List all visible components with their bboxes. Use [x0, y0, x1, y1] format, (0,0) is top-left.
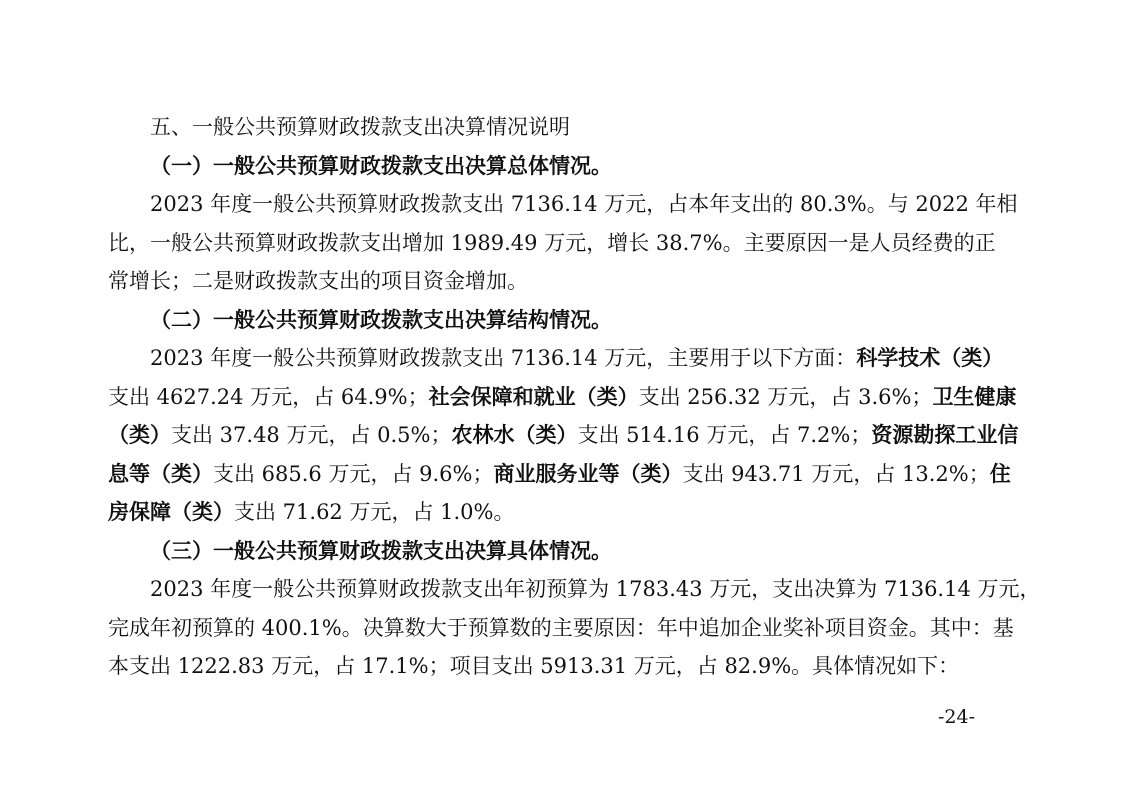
- section3-paragraph-line: 完成年初预算的 400.1%。决算数大于预算数的主要原因：年中追加企业奖补项目资金。其中：基: [108, 615, 1014, 640]
- document-body: [108, 108, 1041, 686]
- category-housing: 住: [989, 460, 1011, 486]
- category-science: 科学技术（类）: [856, 345, 1004, 370]
- section2-paragraph-line: [108, 339, 1004, 378]
- section2-paragraph-line: [108, 455, 1011, 494]
- section2-text: 支出 71.62 万元，占 1.0%。: [234, 500, 515, 524]
- category-agriculture: 农林水（类）: [451, 422, 578, 447]
- section-title: 五、一般公共预算财政拨款支出决算情况说明: [150, 115, 570, 139]
- section2-paragraph-line: [108, 378, 1017, 417]
- category-resource-suffix: 息等（类）: [108, 460, 213, 486]
- section3-heading: （三）一般公共预算财政拨款支出决算具体情况。: [150, 537, 612, 563]
- section2-text: 支出 514.16 万元，占 7.2%；: [577, 423, 872, 447]
- section1-heading: （一）一般公共预算财政拨款支出决算总体情况。: [150, 152, 612, 178]
- section1-paragraph-line: 比，一般公共预算财政拨款支出增加 1989.49 万元，增长 38.7%。主要原因一是人员经费的正: [108, 230, 996, 255]
- section2-paragraph-line: [108, 493, 966, 532]
- section3-paragraph-line: 2023 年度一般公共预算财政拨款支出年初预算为 1783.43 万元，支出决算为 7136.14 万元，: [150, 577, 1041, 601]
- category-housing-suffix: 房保障（类）: [108, 499, 234, 524]
- page-number: -24-: [938, 706, 976, 728]
- section2-text: 支出 685.6 万元，占 9.6%；: [213, 461, 494, 486]
- section2-paragraph-line: [108, 416, 1019, 455]
- category-health-suffix: （类）: [108, 422, 171, 447]
- section2-text: 支出 4627.24 万元，占 64.9%；: [108, 384, 429, 409]
- category-resource: 资源勘探工业信: [871, 422, 1019, 447]
- section2-text: 支出 37.48 万元，占 0.5%；: [171, 423, 452, 447]
- section2-text: 2023 年度一般公共预算财政拨款支出 7136.14 万元，主要用于以下方面：: [150, 346, 857, 370]
- section3-paragraph-line: 本支出 1222.83 万元，占 17.1%；项目支出 5913.31 万元，占 82.9%。具体情况如下：: [108, 654, 960, 678]
- section1-paragraph-line: 常增长；二是财政拨款支出的项目资金增加。: [108, 269, 528, 293]
- category-commerce: 商业服务业等（类）: [493, 460, 683, 486]
- section1-paragraph-line: 2023 年度一般公共预算财政拨款支出 7136.14 万元，占本年支出的 80.3%。与 2022 年相: [150, 192, 1018, 216]
- section2-text: 支出 256.32 万元，占 3.6%；: [638, 384, 933, 409]
- category-health: 卫生健康: [932, 383, 1017, 409]
- category-social-security: 社会保障和就业（类）: [428, 383, 639, 409]
- section2-text: 支出 943.71 万元，占 13.2%；: [682, 461, 990, 486]
- section2-heading: （二）一般公共预算财政拨款支出决算结构情况。: [150, 306, 612, 332]
